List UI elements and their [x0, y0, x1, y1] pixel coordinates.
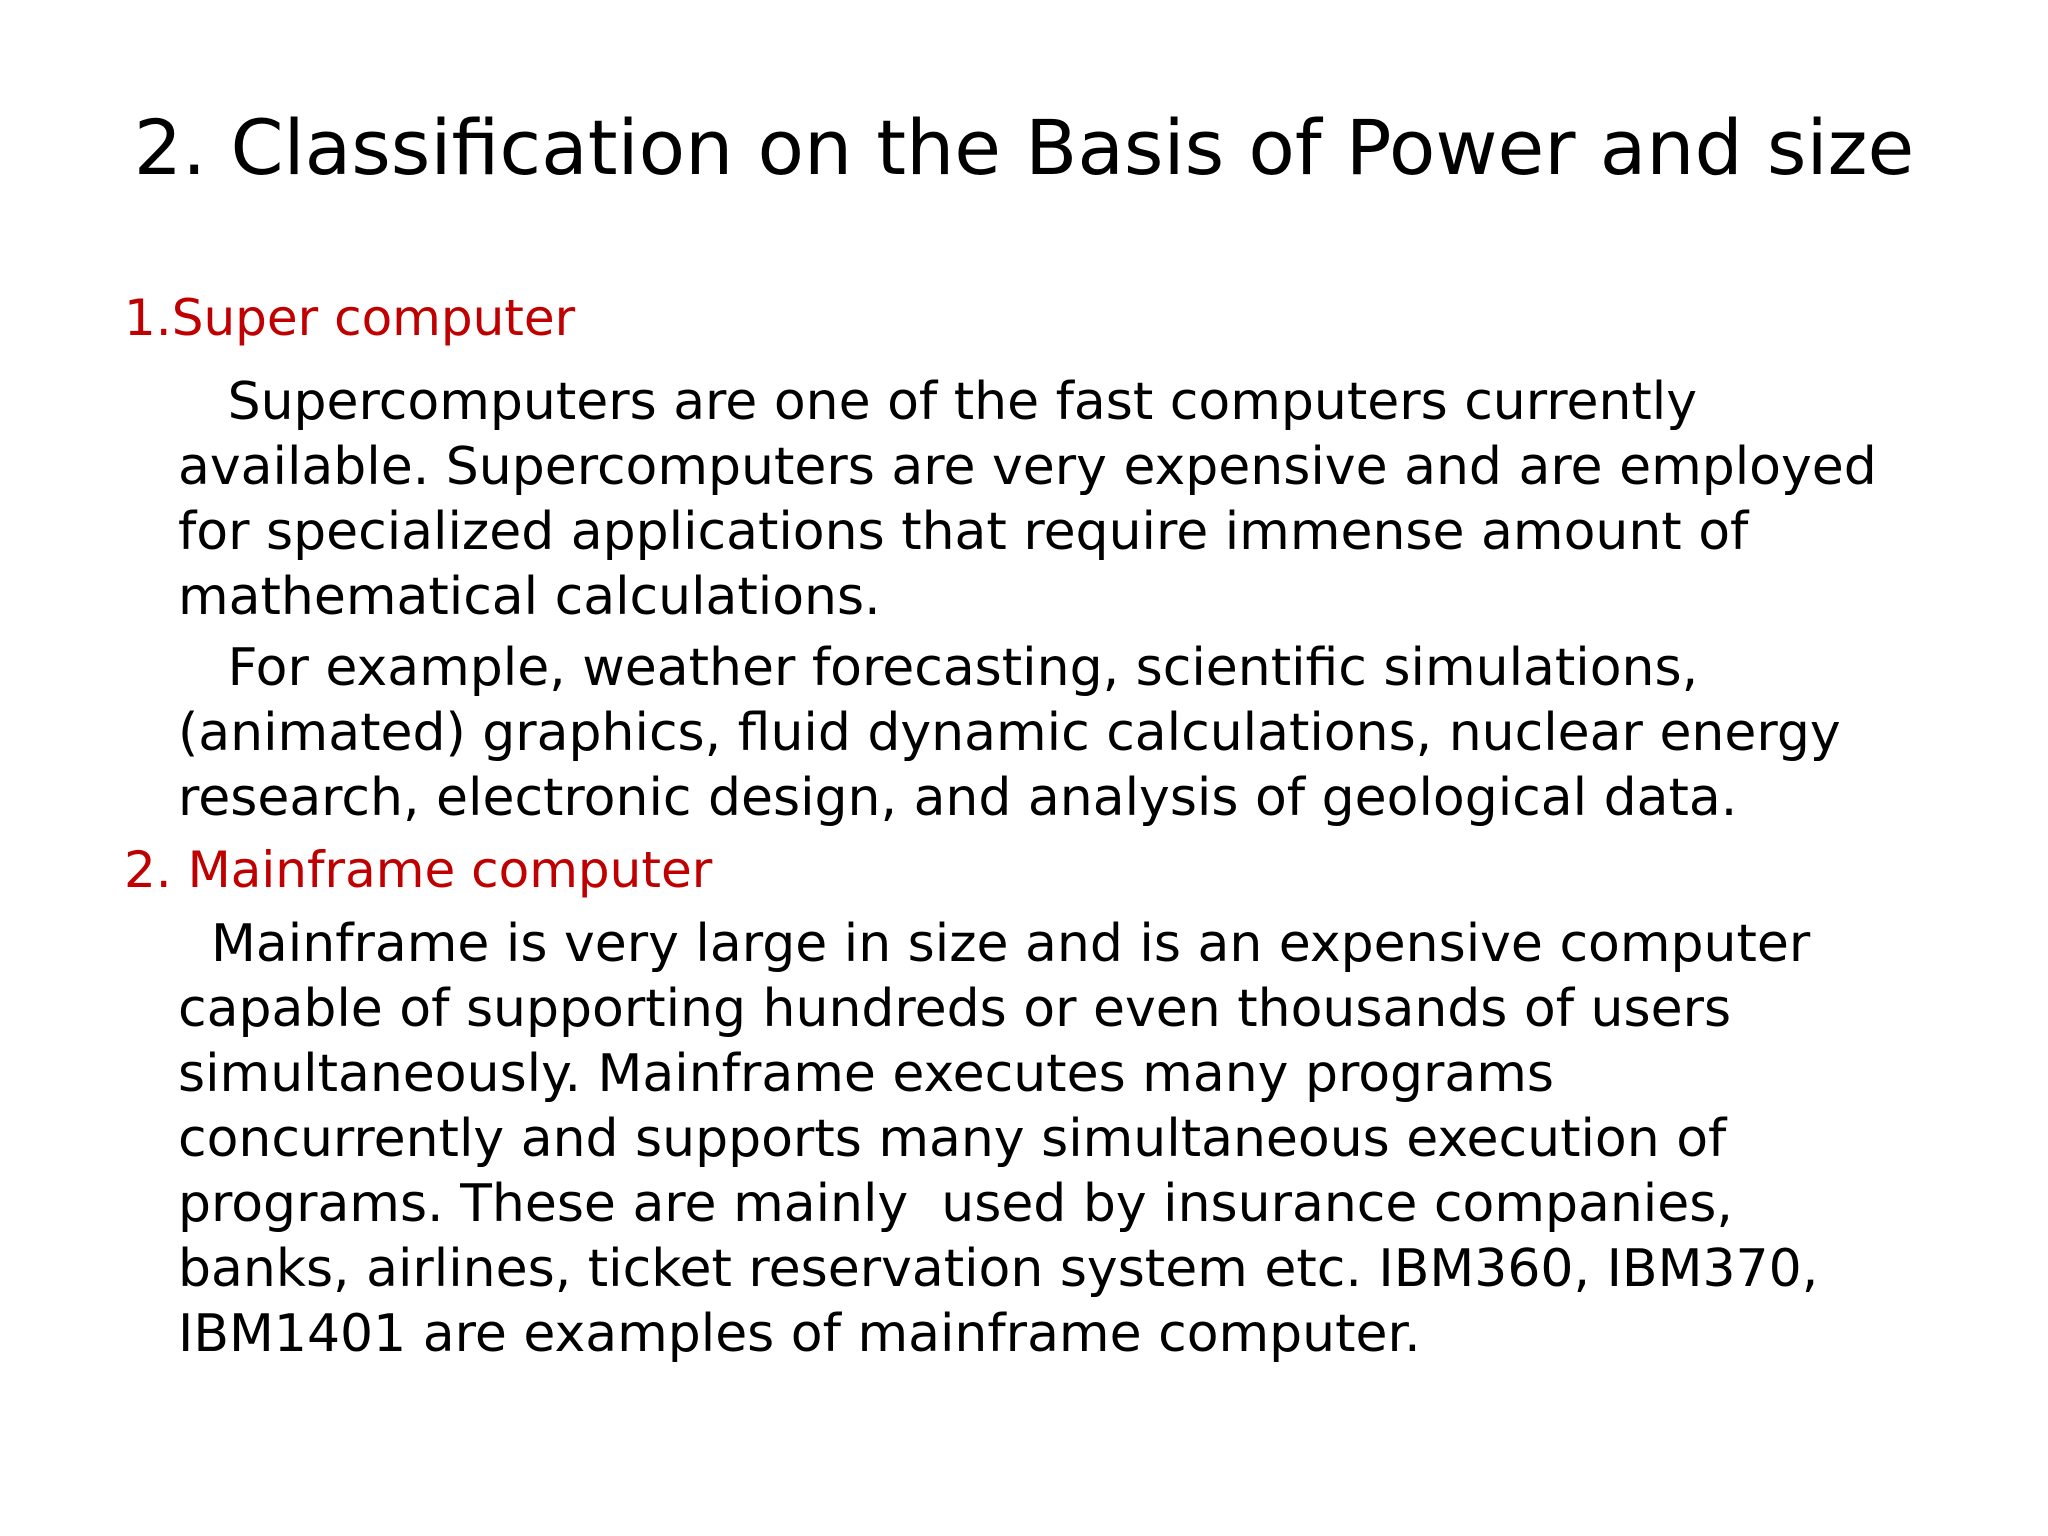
text-line: concurrently and supports many simultaneous execution of	[178, 1109, 1727, 1169]
text-line: capable of supporting hundreds or even thousands of users	[178, 979, 1732, 1039]
text-line: IBM1401 are examples of mainframe computer.	[178, 1304, 1421, 1364]
text-line: mathematical calculations.	[178, 567, 881, 627]
text-line: Supercomputers are one of the fast computers currently	[178, 372, 1698, 432]
text-line: programs. These are mainly used by insurance companies,	[178, 1174, 1733, 1234]
section-heading-mainframe-computer: 2. Mainframe computer	[124, 841, 713, 899]
paragraph-supercomputer-description	[178, 370, 2018, 630]
text-line: banks, airlines, ticket reservation system etc. IBM360, IBM370,	[178, 1239, 1819, 1299]
section-heading-super-computer: 1.Super computer	[124, 289, 576, 347]
text-line: simultaneously. Mainframe executes many programs	[178, 1044, 1555, 1104]
text-line: for specialized applications that require immense amount of	[178, 502, 1749, 562]
text-line: available. Supercomputers are very expensive and are employed	[178, 437, 1877, 497]
paragraph-supercomputer-examples	[178, 636, 2018, 831]
text-line: research, electronic design, and analysis of geological data.	[178, 768, 1738, 828]
paragraph-mainframe-description	[178, 912, 2018, 1367]
slide-title: 2. Classification on the Basis of Power and size	[133, 103, 1915, 192]
text-line: (animated) graphics, fluid dynamic calculations, nuclear energy	[178, 703, 1841, 763]
text-line: For example, weather forecasting, scientific simulations,	[178, 638, 1699, 698]
text-line: Mainframe is very large in size and is an expensive computer	[178, 914, 1811, 974]
